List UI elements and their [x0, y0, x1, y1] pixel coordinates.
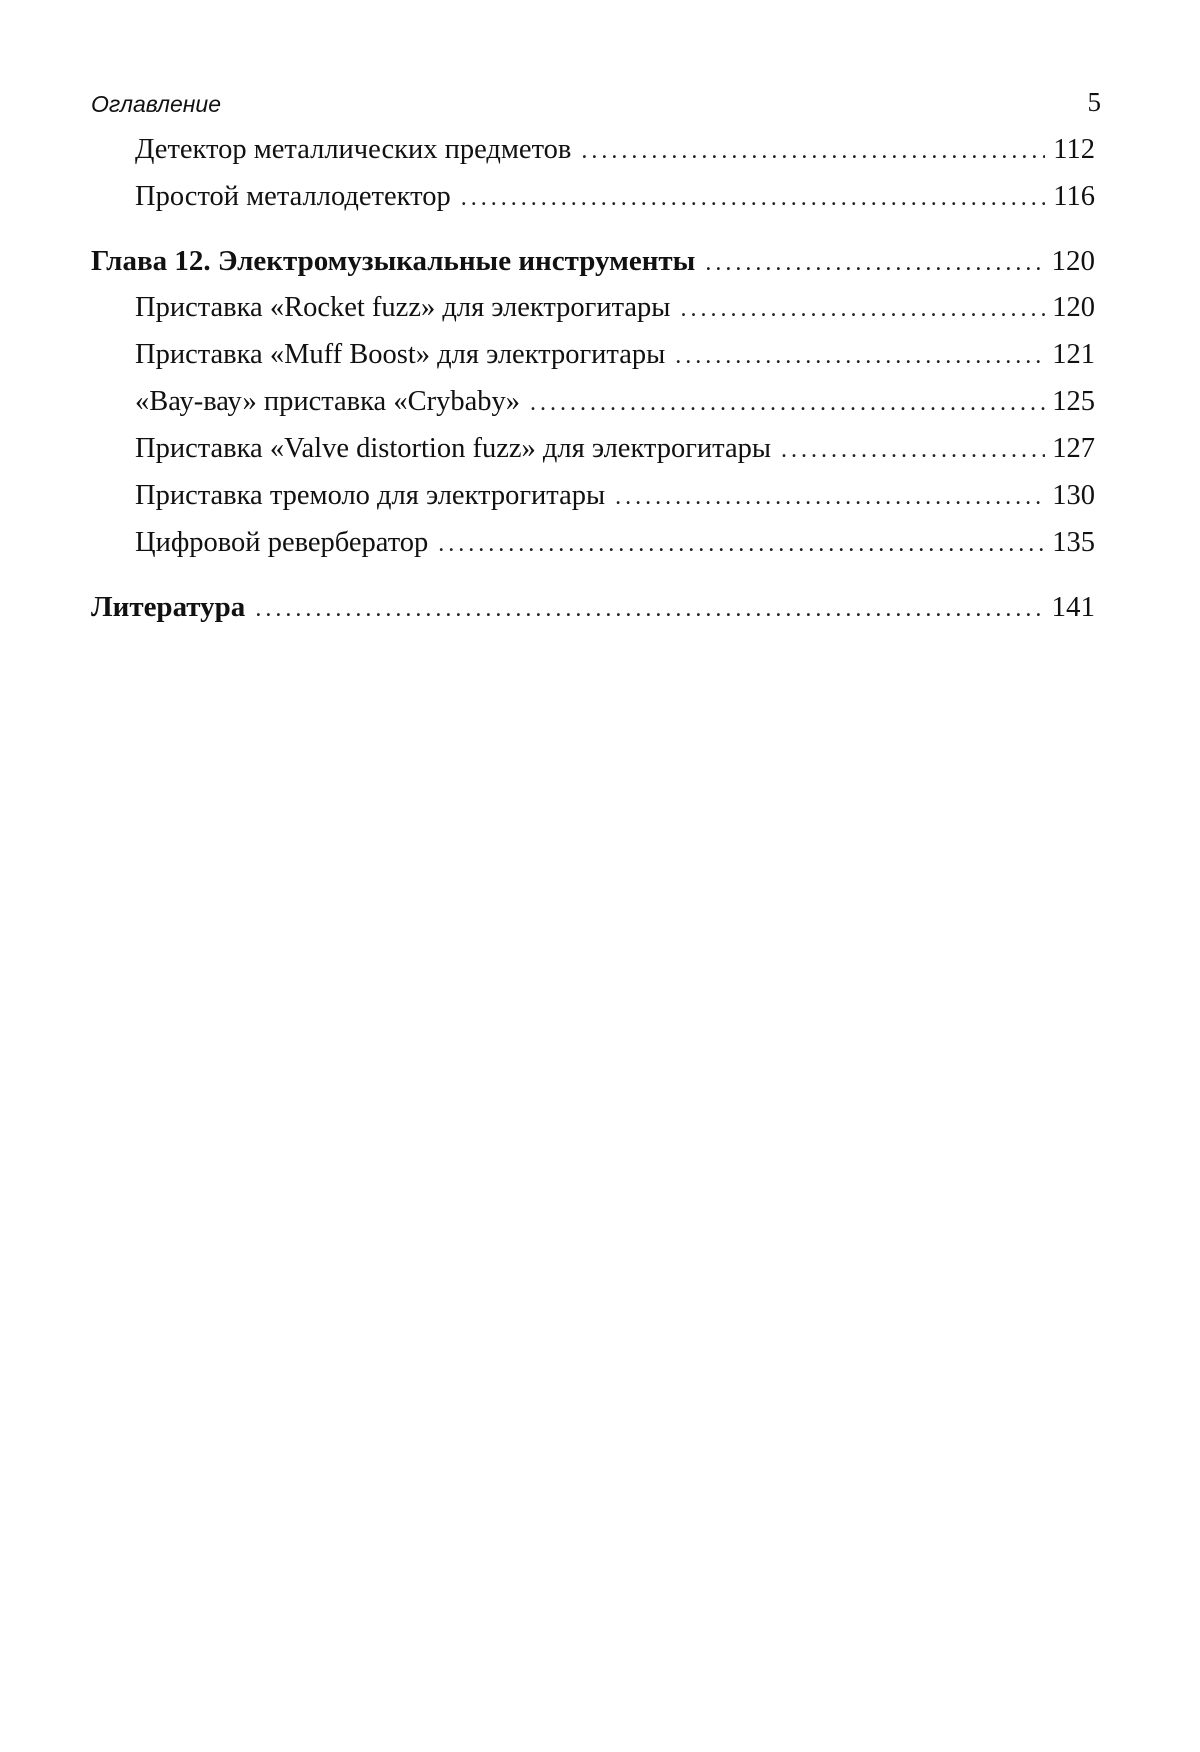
toc-entry-page: 112: [1053, 134, 1095, 165]
header-page-number: 5: [1087, 87, 1101, 117]
toc-leader-dots: [438, 531, 1045, 558]
toc-leader-dots: [530, 390, 1045, 417]
toc-entry-title: Приставка тремоло для электрогитары: [135, 480, 606, 511]
toc-leader-dots: [255, 596, 1045, 623]
toc-entry[interactable]: [91, 433, 1095, 480]
toc-entry-title: Простой металлодетектор: [135, 181, 451, 212]
toc-entry[interactable]: [91, 480, 1095, 527]
toc-chapter-entry[interactable]: [91, 591, 1095, 638]
toc-entry-page: 130: [1052, 480, 1095, 511]
toc-entry-page: 121: [1052, 339, 1095, 370]
toc-entry-page: 120: [1052, 292, 1095, 323]
toc-entry-title: «Вау-вау» приставка «Crybaby»: [135, 386, 520, 417]
toc-chapter-title: Глава 12. Электромузыкальные инструменты: [91, 245, 696, 277]
toc-chapter-title: Литература: [91, 591, 246, 623]
toc-leader-dots: [461, 185, 1045, 212]
toc-entry[interactable]: [91, 181, 1095, 228]
toc-entry[interactable]: [91, 292, 1095, 339]
toc-leader-dots: [581, 138, 1045, 165]
toc-chapter-entry[interactable]: [91, 245, 1095, 292]
table-of-contents: [91, 134, 1095, 638]
toc-leader-dots: [675, 343, 1045, 370]
toc-entry-page: 116: [1053, 181, 1095, 212]
toc-leader-dots: [705, 250, 1045, 277]
toc-entry-title: Приставка «Muff Boost» для электрогитары: [135, 339, 666, 370]
toc-entry-page: 141: [1051, 591, 1095, 623]
toc-entry-page: 127: [1052, 433, 1095, 464]
toc-entry-title: Детектор металлических предметов: [135, 134, 572, 165]
toc-leader-dots: [615, 484, 1045, 511]
toc-leader-dots: [781, 437, 1045, 464]
toc-entry[interactable]: [91, 386, 1095, 433]
toc-entry[interactable]: [91, 134, 1095, 181]
toc-entry-title: Приставка «Rocket fuzz» для электрогитары: [135, 292, 671, 323]
toc-entry-title: Приставка «Valve distortion fuzz» для электрогитары: [135, 433, 772, 464]
toc-entry[interactable]: [91, 339, 1095, 386]
header-title: Оглавление: [91, 91, 221, 117]
toc-entry[interactable]: [91, 527, 1095, 574]
running-header: [91, 82, 1101, 118]
toc-leader-dots: [680, 296, 1045, 323]
toc-entry-page: 120: [1051, 245, 1095, 277]
toc-entry-title: Цифровой ревербератор: [135, 527, 429, 558]
toc-entry-page: 125: [1052, 386, 1095, 417]
toc-entry-page: 135: [1052, 527, 1095, 558]
